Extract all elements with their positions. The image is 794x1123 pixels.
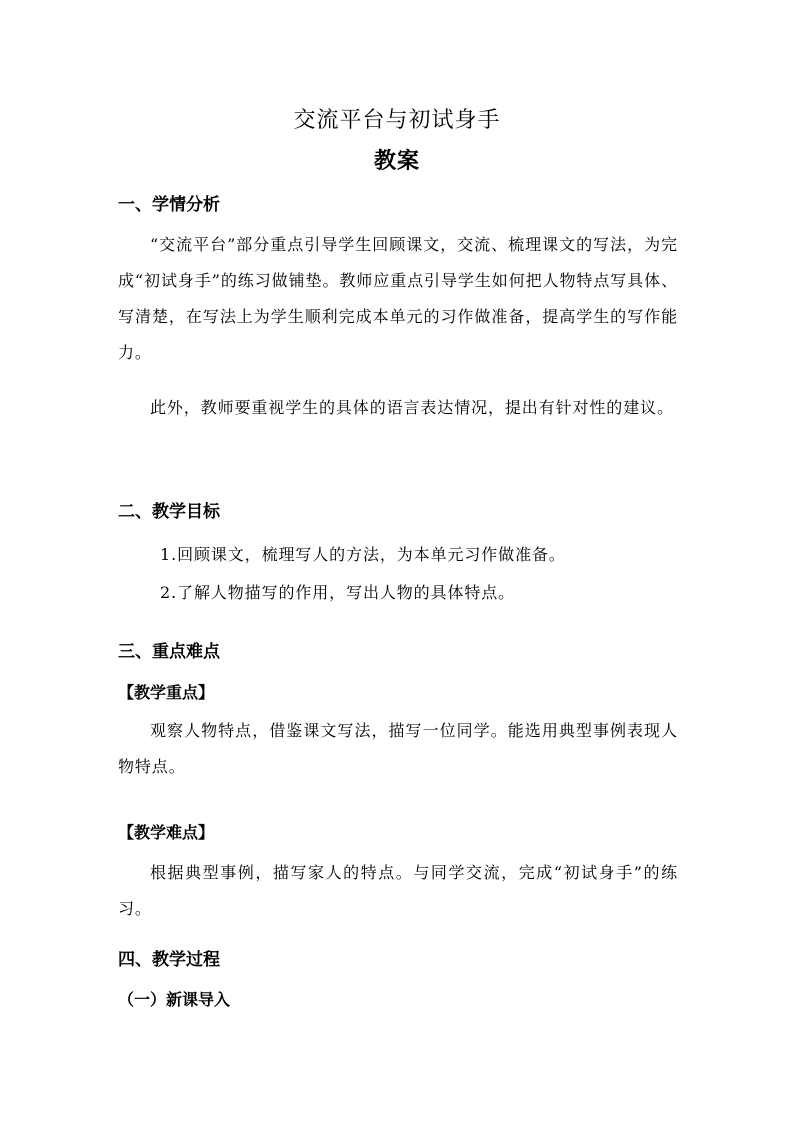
- analysis-paragraph-2: 此外，教师要重视学生的具体的语言表达情况，提出有针对性的建议。: [150, 398, 674, 417]
- key-point-text: 观察人物特点，借鉴课文写法，描写一位同学。能选用典型事例表现人物特点。: [118, 721, 678, 776]
- difficulty-text: 根据典型事例，描写家人的特点。与同学交流，完成“初试身手”的练习。: [118, 863, 678, 918]
- goal-item-1: 1.回顾课文，梳理写人的方法，为本单元习作做准备。: [160, 545, 566, 564]
- doc-subtitle: 教案: [373, 149, 420, 174]
- section-heading-goals: 二、教学目标: [118, 502, 220, 522]
- difficulty-label: 【教学难点】: [118, 823, 215, 842]
- section-heading-analysis: 一、学情分析: [118, 195, 220, 215]
- doc-title: 交流平台与初试身手: [293, 108, 501, 133]
- key-point-label: 【教学重点】: [118, 683, 215, 702]
- goal-item-2: 2.了解人物描写的作用，写出人物的具体特点。: [160, 583, 516, 602]
- section-heading-key-points: 三、重点难点: [118, 642, 220, 662]
- section-heading-process: 四、教学过程: [118, 950, 220, 970]
- analysis-paragraph-1: “交流平台”部分重点引导学生回顾课文，交流、梳理课文的写法，为完成“初试身手”的练习做铺垫。教师应重点引导学生如何把人物特点写具体、写清楚，在写法上为学生顺利完成本单元的习作做准备，提高学生的写作能力。: [118, 235, 678, 362]
- process-sub-heading: （一）新课导入: [118, 990, 231, 1009]
